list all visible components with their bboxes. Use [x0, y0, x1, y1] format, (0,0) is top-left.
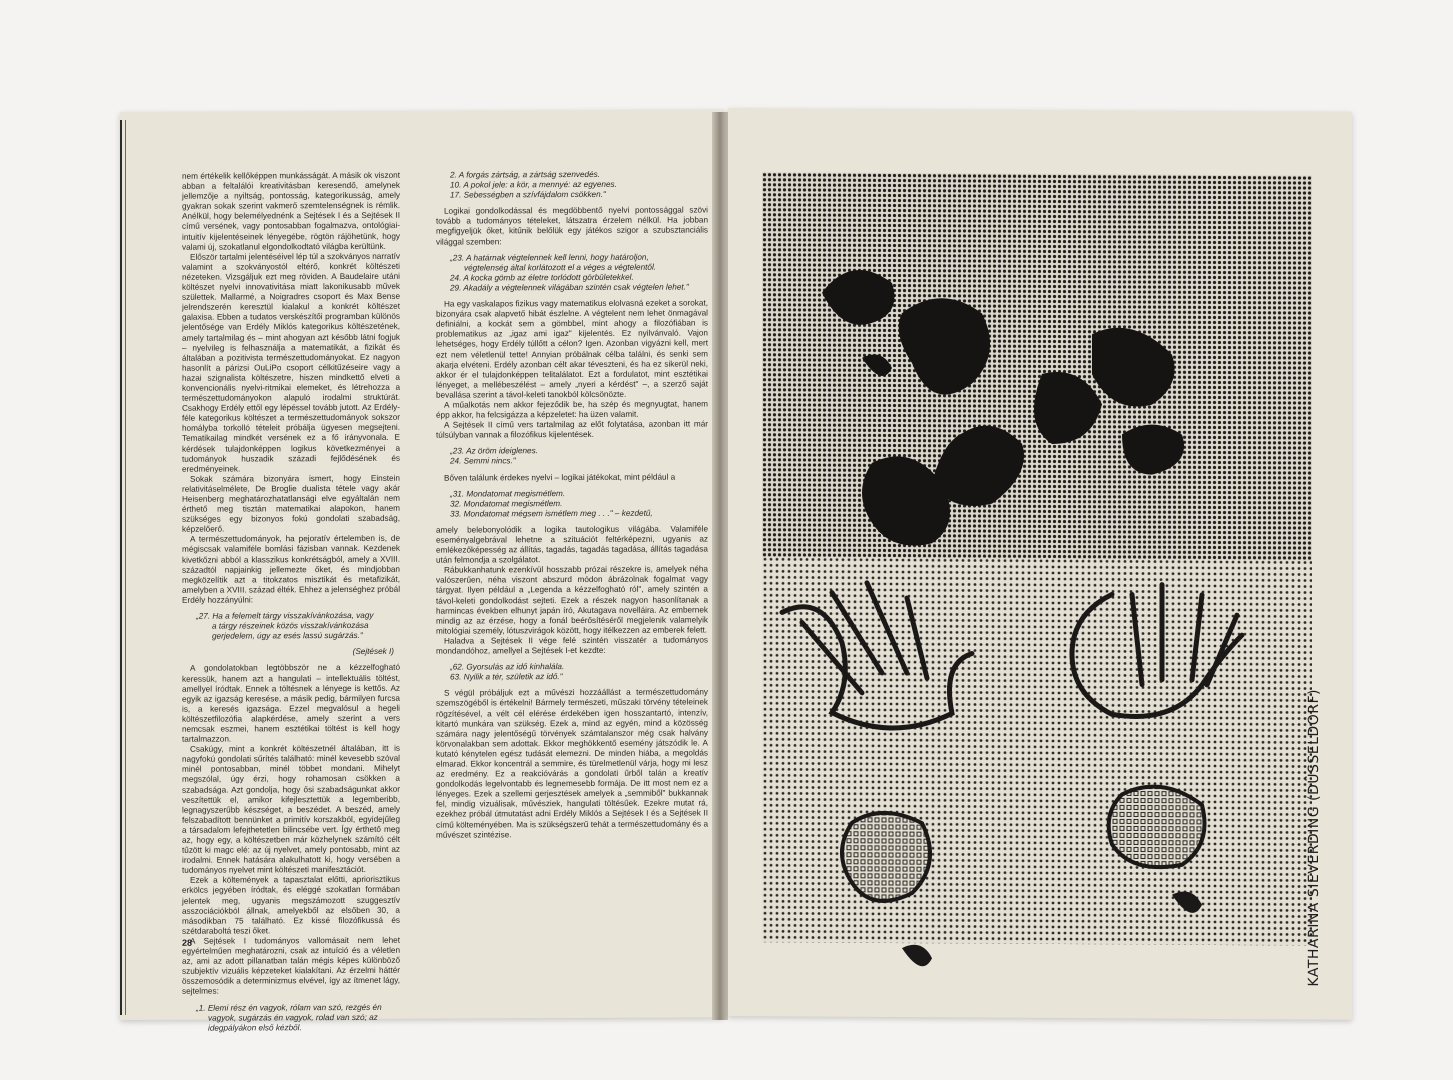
- right-page: [728, 108, 1352, 1020]
- poem-quote: [450, 446, 708, 467]
- text-column-1: [182, 171, 400, 1040]
- paragraph: Bőven találunk érdekes nyelvi – logikai játékokat, mint például a: [444, 472, 676, 483]
- quote-line: 29. Akadály a végtelennek világában szintén csak végtelen lehet.": [450, 282, 689, 293]
- quote-line: gerjedelem, úgy az esés lassú sugárzás.": [212, 631, 363, 641]
- poem-quote: [196, 1002, 400, 1033]
- poem-quote: [450, 169, 708, 200]
- paragraph: A Sejtések I tudományos vallomásait nem lehet egyértelműen meghatározni, csak az intuíció és a véletlen az, ami az adott pillanatban talán mégis képes különböző szubjektív vizuális képzeteket kialakítani. Az érzelmi háttér összemosódik a determinizmus elvével, így az ítmenet lágy, sejtelmes:: [182, 935, 400, 997]
- paragraph: Ha egy vaskalapos fizikus vagy matematikus elolvasná ezeket a sorokat, bizonyára csak alapvető hibát észlelne. A végtelent nem lehet önmagával definiálni, a kockát sem a gömbbel, mint ahogy a filozófiában is problematikus az „igaz ami igaz" kijelentés. Ez nyilvánvaló. Vajon lehetséges, hogy Erdély túllőtt a célon? Igen. Azonban vigyázni kell, mert ezt nem véletlenül tette! Annyian próbálnak célba találni, és senki sem akarja elvéteni. Erdély azonban célt akar téveszteni, és ha ez sikerül neki, akkor ér el tulajdonképpen telitalálatot. Ezt a fordulatot, mint esztétikai lényeget, a mellébeszélést – amely „nyeri a kérdést" –, a szerző saját bevallása szerint a távol-keleti tanokból kölcsönözte.: [436, 298, 708, 400]
- quote-line: 10. A pokol jele: a kör, a mennyé: az egyenes.: [450, 179, 617, 190]
- paragraph: A Sejtések II című vers tartalmilag az előt folytatása, azonban itt már túlsúlyban vannak a filozófikus kijelentések.: [436, 419, 708, 440]
- paragraph: Csakúgy, mint a konkrét költészetnél általában, itt is nagyfokú gondolati sűrítés található: minél kevesebb szóval minél pontosabban, minél többet mondani. Mihelyt megszólal, úgy érzi, hogy rohamosan csökken a szabadsága. Azt gondolja, hogy ősi szabadságunkat akkor veszítettük el, amikor kifejlesztettük a legemberibb, legnagyszerűbb készséget, a beszédet. A beszéd, amely felszabadított bennünket a primitív korszakból, egyidejűleg a társadalom lefejthetetlen bilincsébe vert. Így érthető meg az, hogy egy, a költészetben már közhelynek számító célt tűzött ki magc elé: az új nyelvet, amely pontosabb, mint az irodalmi. Ennek hatására alakulhatott ki, hogy versében a tudományos nyelvet mint költészeti manifesztációt.: [182, 743, 400, 876]
- artwork-image: [762, 172, 1312, 945]
- quote-line: 63. Nyilik a tér, születik az idő.": [450, 672, 563, 682]
- left-page: [120, 109, 724, 1033]
- paragraph: S végül próbáljuk ezt a művészi hozzáállást a természettudomány szemszögéből is értékelni! Bármely természeti, műszaki törvény tételeinek rögzítésével, a vélt cél elérése érdekében igen hosszantartó, intenzív, kitartó munkára van szükség. Ezek a, mind az egyén, mind a közösség számára nagy jelentőségű törvények számtalanszor még csak halvány körvonalakban sem adottak. Ekkor meghökkentő esemény játszódik le. A kutató kénytelen egész tudását elemezni. De minden hiába, a megoldás elmarad. Ekkor koncentrál a semmire, és türelmetlenül várja, hogy mi lesz az eredmény. Ez a reakcióvárás a gondolati űrből talán a kreatív gondolkodás legelvontabb és legnemesebb formája. De itt most nem ez a lényeges. Ezek a szellemi gerjesztések amelyek a „semmiből" bukkannak fel, mindig vizuálisak, művésziek, hangulati töltésűek. Ezekre mutat rá, ezekhez próbál útmutatást adni Erdély Miklós a Sejtések I és a Sejtések II című költeményében. Ma is szükségszerű tehát a természettudomány és a művészet szintézise.: [436, 687, 708, 840]
- quote-line: 2. A forgás zártság, a zártság szenvedés.: [450, 169, 601, 180]
- paragraph: A gondolatokban legtöbbször ne a kézzelfogható keressük, hanem azt a hangulati – intellektuális töltést, amellyel íródtak. Ennek a töltésnek a lényege is kettős. Az egyik az igazság keresése, a másik pedig, bármilyen furcsa is, a keresés igazsága. Ezzel megvalósul a hegeli költészetfilozófia alapkérdése, amely szerint a vers nemcsak eszmei, hanem esztétikai töltést is kell hogy tartalmazzon.: [182, 663, 400, 744]
- quote-line: a tárgy részeinek közös visszakívánkozása: [212, 621, 369, 631]
- paragraph: Rábukkanhatunk ezenkívül hosszabb prózai részekre is, amelyek néha valószerűen, néha viszont abszurd módon ábrázolnak fogalmat vagy tárgyat. Ilyen például a „Legenda a kézzelfogható ról", amely szintén a távol-keleti gondolkodást sejteti. Ezek a részek nagyon hasonlítanak a harmincas években elhunyt japán író, Akutagava novelláira. Az embernek mindig az az érzése, hogy a fonál beérősítéséről megjelenik valamelyik mitológiai személy, lótuszvirágok között, hogy itélkezzen az emberek felett.: [436, 564, 708, 636]
- paragraph: nem értékelik kellőképpen munkásságát. A másik ok viszont abban a feltalálói kreativitásban keresendő, amelynek jellemzője a nyiltság, pontosság, kategorikusság, amely gyakran sokak szerint vakmerő szemtelenségnek is rémlik. Anélkül, hogy belemélyednénk a Sejtések I és a Sejtések II című versének, vagy pontosabban fogalmazva, ontológiai-intuitív kijelentéseinek lényegébe, rögtön rájöhetünk, hogy valami új, szokatlanul elgondolkodtató világba kerültünk.: [182, 170, 400, 252]
- spine-gutter: [712, 112, 728, 1020]
- quote-line: végtelenség által korlátozott el a véges a végtelentől.: [464, 262, 657, 273]
- paragraph: amely belebonyolódik a logika tautologikus világába. Valamiféle eseményalgebrával lehetne a szituációt feltérképezni, ugyanis az emlékezőképesség az állítás, tagadás, tagadás tagadása, állítás tagadása után felmondja a szolgálatot.: [436, 524, 708, 565]
- poem-quote: [450, 662, 708, 683]
- artist-signature: [1306, 687, 1330, 987]
- page-edge: [120, 120, 122, 1015]
- quote-line: „1. Elemi rész én vagyok, rólam van szó, rezgés én: [196, 1002, 382, 1013]
- quote-attribution: (Sejtések I): [352, 647, 394, 657]
- paragraph: A műalkotás nem akkor fejeződik be, ha szép és megnyugtat, hanem épp akkor, ha felcsigázza a képzeletet: ha üzen valamit.: [436, 399, 708, 420]
- paragraph: Először tartalmi jelentéséivel lép túl a szokványos narratív valamint a szokványostól eltérő, konkrét költészeti nézeteken. Vizsgáljuk ezt meg röviden. A Baudelaire utáni költészet nyelvi innovativitása miatt lakonikusabb művek születtek. Mallarmé, a Noigradres csoport és Max Bense jelrendszerén keresztül kialakul a konkrét költészet galaxisa. Ebben a tudatos verskészítői programban különös jelentősége van Erdély Miklós kategorikus költészetének, amely tartalmilag és – mint ahogyan azt később látni fogjuk – nyelvileg is felhasználja a matematikát, a fizikát és általában a pozitivista természettudományokat. Ez nagyon hasonlít a párizsi OuLiPo csoport célkitűzéseire vagy a hazai szignalista költészetre, hiszen mindkettő elveti a konvencionális nyelvi-ritmikai elemeket, és létrehozza a természettudományokon alapuló irodalmi struktúrát. Csakhogy Erdély ettől egy lépéssel tovább jutott. Az Erdély-féle kategorikus költészet a természettudományok sokszor homályba torkolló tételeit próbálja ügyesen megsejteni. Tematikailag mindkét versének ez a fő irányvonala. E kérdések tulajdonképpen logikus következményei a tudományok huszadik századi fejlődésének és eredményeinek.: [182, 251, 400, 474]
- quote-line: „62. Gyorsulás az idő kinhalála.: [450, 662, 565, 672]
- paragraph: Sokak számára bizonyára ismert, hogy Einstein relativitáselmélete, De Broglie dualista tétele vagy akár Heisenberg meghatározhatatlansági elve egyáltalán nem érthető meg tisztán matematikai alapokon, hanem szükséges egy bizonyos fokú gondolati szabadság, képzelőerő.: [182, 473, 400, 535]
- poem-quote: [450, 252, 708, 294]
- quote-line: „27. Ha a felemelt tárgy visszakívánkozása, vagy: [196, 610, 374, 621]
- quote-line: „31. Mondatomat megismétlem.: [450, 488, 566, 499]
- magazine-spread: [108, 112, 1352, 1033]
- paragraph: Haladva a Sejtések II vége felé szintén visszatér a tudományos mondandóhoz, amellyel a Sejtések I-et kezdte:: [436, 635, 708, 656]
- quote-line: 32. Mondatomat megismétlem.: [450, 498, 563, 509]
- paragraph: Ezek a költemények a tapasztalat előtti, apriorisztikus erkölcs jegyében íródtak, és eléggé szokatlan formában jelentek meg, ugyanis megszámozott szuggesztív asszociációkból állnak, amelyekből az elsőben 30, a másodikban 75 található. Ez kissé filozófikussá és szétdaraboltá teszi őket.: [182, 875, 400, 936]
- poem-quote: [450, 488, 708, 519]
- signature-text: KATHARINA SIEVERDING (DÜSSELDORF): [1306, 688, 1322, 987]
- page-number: 28: [182, 937, 193, 948]
- quote-line: idegpályákon első kézből.: [208, 1022, 302, 1033]
- paragraph: Logikai gondolkodással és megdöbbentő nyelvi pontossággal szövi tovább a tudományos tételeket, látszatra érzelem nélkül. Ha jobban megfigyeljük őket, kitűnik belőlük egy játékos szigor a szubsztanciális világgal szemben:: [436, 205, 708, 247]
- paragraph: A természettudományok, ha pejoratív értelemben is, de mégiscsak valamiféle bomlási fázisban vannak. Kezdenek kivetkőzni abból a klasszikus konkrétságból, amely a XVIII. századtól napjainkig jellemezte őket, és mindjobban megközelítik azt a titokzatos misztikát és metafizikát, amelyben a XVIII. század élték. Ehhez a jelenséghez próbál Erdély hozzányúlni:: [182, 534, 401, 605]
- quote-line: vagyok, sugárzás én vagyok, rolad van szó; az: [208, 1012, 378, 1023]
- quote-line: „23. A határnak végtelennek kell lenni, hogy határoljon,: [450, 252, 649, 263]
- quote-line: 17. Sebességben a szívfájdalom csökken.": [450, 190, 606, 200]
- halftone-artwork: [762, 172, 1312, 945]
- page-edge-inner: [125, 120, 126, 1015]
- quote-line: 24. Semmi nincs.": [450, 456, 516, 466]
- quote-line: 33. Mondatomat mégsem ismétlem meg . . ." – kezdetű,: [450, 508, 653, 519]
- text-column-2: [436, 169, 708, 840]
- quote-line: 24. A kocka gömb az életre torlódott görbületekkel.: [450, 272, 634, 283]
- poem-quote: [196, 611, 400, 642]
- quote-line: „23. Az öröm ideiglenes.: [450, 446, 538, 456]
